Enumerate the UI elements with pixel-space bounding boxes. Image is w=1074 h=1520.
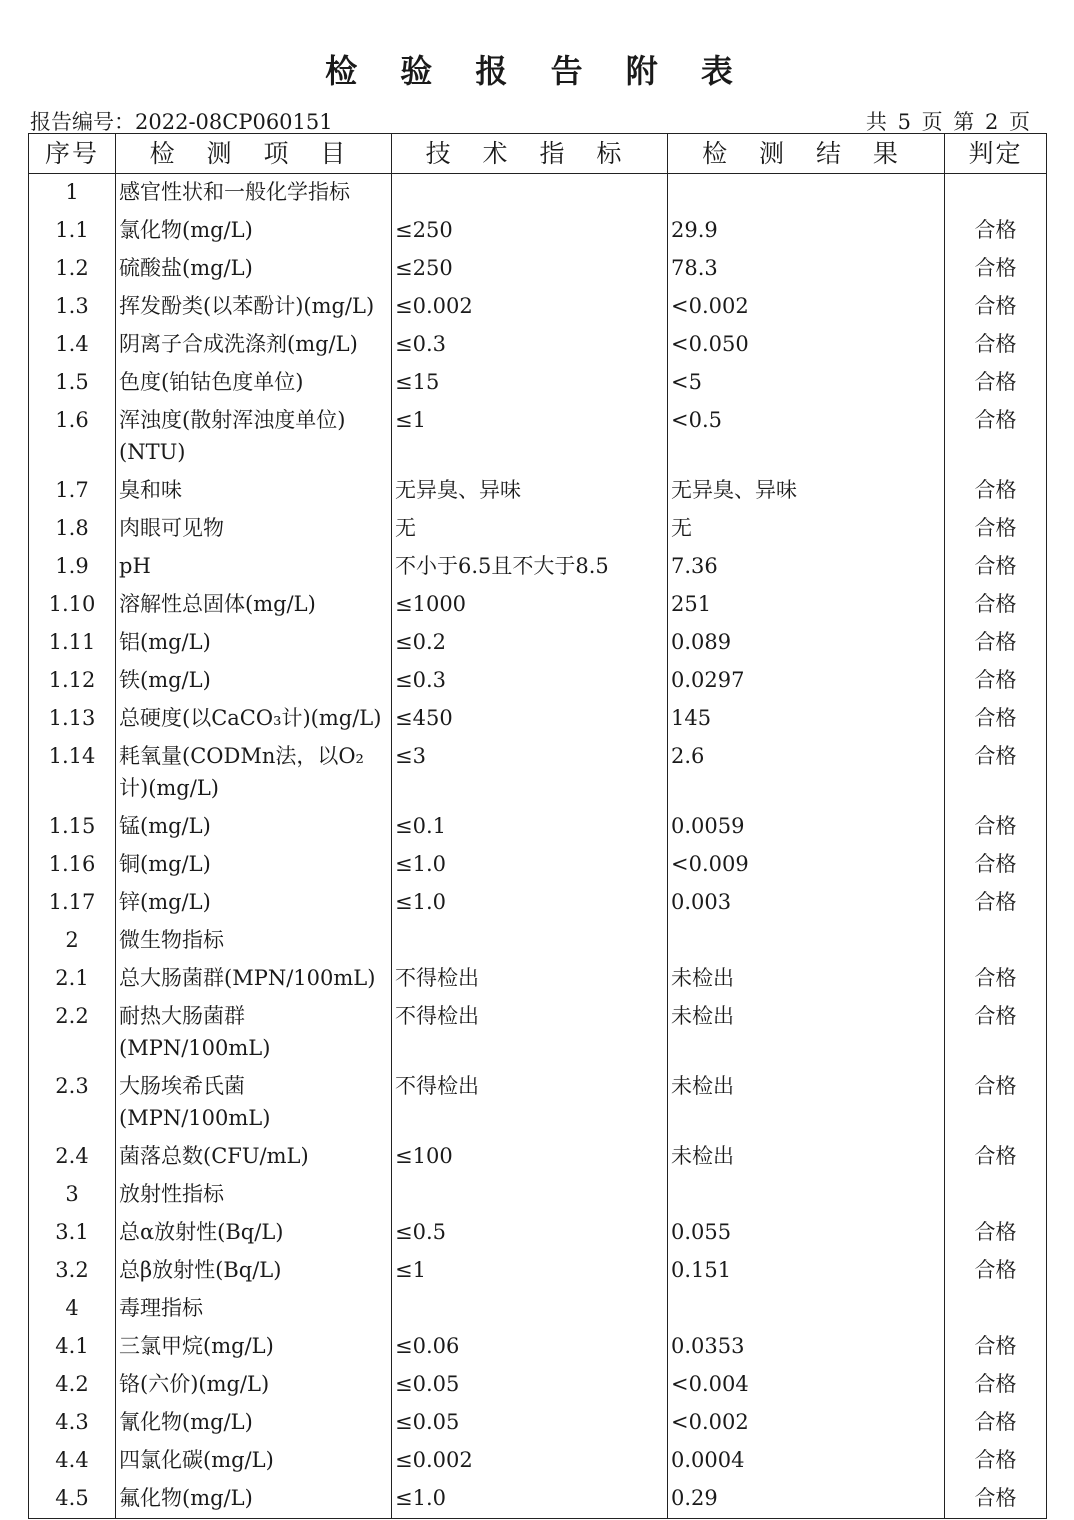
table-row [29, 662, 1047, 700]
item-cell: 总α放射性(Bq/L) [116, 1214, 392, 1252]
item-cell: 四氯化碳(mg/L) [116, 1442, 392, 1480]
verdict-cell [945, 1290, 1047, 1328]
table-row [29, 1404, 1047, 1442]
spec-cell: ≤450 [392, 700, 668, 738]
verdict-cell: 合格 [945, 1138, 1047, 1176]
verdict-cell: 合格 [945, 846, 1047, 884]
result-cell: 无异臭、异味 [668, 472, 945, 510]
table-row [29, 808, 1047, 846]
verdict-cell: 合格 [945, 884, 1047, 922]
table-header-row [29, 134, 1047, 174]
serial-cell: 1.10 [29, 586, 116, 624]
result-cell [668, 174, 945, 213]
item-cell: 感官性状和一般化学指标 [116, 174, 392, 213]
spec-cell: ≤0.002 [392, 1442, 668, 1480]
result-cell: 251 [668, 586, 945, 624]
table-row [29, 364, 1047, 402]
verdict-cell: 合格 [945, 1214, 1047, 1252]
result-cell: <0.050 [668, 326, 945, 364]
spec-cell: ≤1.0 [392, 846, 668, 884]
verdict-cell [945, 1176, 1047, 1214]
table-row [29, 998, 1047, 1068]
page-info: 共 5 页 第 2 页 [865, 110, 1032, 134]
item-cell: 硫酸盐(mg/L) [116, 250, 392, 288]
verdict-cell: 合格 [945, 326, 1047, 364]
spec-cell: ≤0.3 [392, 326, 668, 364]
spec-cell: 无 [392, 510, 668, 548]
result-cell: 0.0004 [668, 1442, 945, 1480]
result-cell: 0.151 [668, 1252, 945, 1290]
item-cell: 锌(mg/L) [116, 884, 392, 922]
table-row [29, 472, 1047, 510]
item-cell: 挥发酚类(以苯酚计)(mg/L) [116, 288, 392, 326]
item-cell: 总大肠菌群(MPN/100mL) [116, 960, 392, 998]
serial-cell: 1.16 [29, 846, 116, 884]
verdict-cell: 合格 [945, 1366, 1047, 1404]
table-row [29, 586, 1047, 624]
spec-cell: ≤0.05 [392, 1366, 668, 1404]
verdict-cell [945, 174, 1047, 213]
spec-cell [392, 1176, 668, 1214]
table-row [29, 1176, 1047, 1214]
serial-cell: 2 [29, 922, 116, 960]
item-cell: 总β放射性(Bq/L) [116, 1252, 392, 1290]
result-cell: 0.29 [668, 1480, 945, 1519]
verdict-cell: 合格 [945, 510, 1047, 548]
result-cell: 7.36 [668, 548, 945, 586]
serial-cell: 2.2 [29, 998, 116, 1068]
serial-cell: 1.14 [29, 738, 116, 808]
serial-cell: 1.7 [29, 472, 116, 510]
spec-cell: ≤1.0 [392, 884, 668, 922]
result-cell: <0.002 [668, 288, 945, 326]
spec-cell: ≤0.002 [392, 288, 668, 326]
spec-cell: 不小于6.5且不大于8.5 [392, 548, 668, 586]
table-row [29, 846, 1047, 884]
header-item: 检 测 项 目 [116, 134, 392, 174]
spec-cell: ≤1.0 [392, 1480, 668, 1519]
verdict-cell: 合格 [945, 250, 1047, 288]
spec-cell: ≤0.3 [392, 662, 668, 700]
header-verdict: 判定 [945, 134, 1047, 174]
table-row [29, 1328, 1047, 1366]
spec-cell: ≤1 [392, 402, 668, 472]
spec-cell: ≤0.2 [392, 624, 668, 662]
table-row [29, 1252, 1047, 1290]
serial-cell: 1.13 [29, 700, 116, 738]
item-cell: 微生物指标 [116, 922, 392, 960]
table-row [29, 402, 1047, 472]
table-row [29, 1138, 1047, 1176]
item-cell: 阴离子合成洗涤剂(mg/L) [116, 326, 392, 364]
spec-cell: 不得检出 [392, 1068, 668, 1138]
result-cell [668, 922, 945, 960]
verdict-cell: 合格 [945, 1068, 1047, 1138]
table-row [29, 548, 1047, 586]
item-cell: 浑浊度(散射浑浊度单位)(NTU) [116, 402, 392, 472]
spec-cell: ≤0.1 [392, 808, 668, 846]
verdict-cell: 合格 [945, 998, 1047, 1068]
table-row [29, 288, 1047, 326]
item-cell: 大肠埃希氏菌(MPN/100mL) [116, 1068, 392, 1138]
result-cell: 0.0059 [668, 808, 945, 846]
item-cell: 铬(六价)(mg/L) [116, 1366, 392, 1404]
serial-cell: 4 [29, 1290, 116, 1328]
table-row [29, 922, 1047, 960]
spec-cell: ≤250 [392, 212, 668, 250]
serial-cell: 1.5 [29, 364, 116, 402]
serial-cell: 4.2 [29, 1366, 116, 1404]
serial-cell: 1.8 [29, 510, 116, 548]
table-row [29, 1366, 1047, 1404]
serial-cell: 4.3 [29, 1404, 116, 1442]
result-cell [668, 1290, 945, 1328]
serial-cell: 1.4 [29, 326, 116, 364]
item-cell: 放射性指标 [116, 1176, 392, 1214]
result-cell: 0.003 [668, 884, 945, 922]
result-cell: 未检出 [668, 1138, 945, 1176]
verdict-cell [945, 922, 1047, 960]
item-cell: 三氯甲烷(mg/L) [116, 1328, 392, 1366]
verdict-cell: 合格 [945, 700, 1047, 738]
table-row [29, 1214, 1047, 1252]
table-body [29, 174, 1047, 1519]
serial-cell: 1.2 [29, 250, 116, 288]
serial-cell: 1.11 [29, 624, 116, 662]
item-cell: 溶解性总固体(mg/L) [116, 586, 392, 624]
result-cell [668, 1176, 945, 1214]
table-row [29, 884, 1047, 922]
result-cell: 未检出 [668, 998, 945, 1068]
serial-cell: 4.4 [29, 1442, 116, 1480]
spec-cell: ≤0.06 [392, 1328, 668, 1366]
result-cell: 0.089 [668, 624, 945, 662]
verdict-cell: 合格 [945, 1328, 1047, 1366]
table-row [29, 1290, 1047, 1328]
verdict-cell: 合格 [945, 1480, 1047, 1519]
verdict-cell: 合格 [945, 402, 1047, 472]
serial-cell: 3.2 [29, 1252, 116, 1290]
result-cell: <0.5 [668, 402, 945, 472]
verdict-cell: 合格 [945, 1404, 1047, 1442]
serial-cell: 4.5 [29, 1480, 116, 1519]
table-row [29, 326, 1047, 364]
spec-cell [392, 174, 668, 213]
serial-cell: 1.6 [29, 402, 116, 472]
verdict-cell: 合格 [945, 738, 1047, 808]
spec-cell: ≤15 [392, 364, 668, 402]
table-row [29, 212, 1047, 250]
verdict-cell: 合格 [945, 472, 1047, 510]
spec-cell: 不得检出 [392, 960, 668, 998]
item-cell: 肉眼可见物 [116, 510, 392, 548]
report-number: 报告编号：2022-08CP060151 [30, 110, 333, 134]
item-cell: 耗氧量(CODMn法，以O₂计)(mg/L) [116, 738, 392, 808]
item-cell: pH [116, 548, 392, 586]
verdict-cell: 合格 [945, 808, 1047, 846]
serial-cell: 2.3 [29, 1068, 116, 1138]
serial-cell: 1.9 [29, 548, 116, 586]
serial-cell: 3.1 [29, 1214, 116, 1252]
result-cell: 0.055 [668, 1214, 945, 1252]
table-row [29, 510, 1047, 548]
serial-cell: 2.1 [29, 960, 116, 998]
table-row [29, 174, 1047, 213]
spec-cell: ≤1 [392, 1252, 668, 1290]
table-row [29, 960, 1047, 998]
item-cell: 铝(mg/L) [116, 624, 392, 662]
results-table [28, 133, 1047, 1519]
result-cell: <5 [668, 364, 945, 402]
table-row [29, 1068, 1047, 1138]
item-cell: 铜(mg/L) [116, 846, 392, 884]
serial-cell: 4.1 [29, 1328, 116, 1366]
item-cell: 氰化物(mg/L) [116, 1404, 392, 1442]
result-cell: <0.009 [668, 846, 945, 884]
verdict-cell: 合格 [945, 364, 1047, 402]
table-row [29, 700, 1047, 738]
spec-cell: ≤0.05 [392, 1404, 668, 1442]
verdict-cell: 合格 [945, 1442, 1047, 1480]
result-cell: 无 [668, 510, 945, 548]
result-cell: <0.002 [668, 1404, 945, 1442]
item-cell: 臭和味 [116, 472, 392, 510]
item-cell: 氯化物(mg/L) [116, 212, 392, 250]
result-cell: 2.6 [668, 738, 945, 808]
result-cell: <0.004 [668, 1366, 945, 1404]
serial-cell: 1.15 [29, 808, 116, 846]
item-cell: 毒理指标 [116, 1290, 392, 1328]
header-serial: 序号 [29, 134, 116, 174]
result-cell: 78.3 [668, 250, 945, 288]
verdict-cell: 合格 [945, 960, 1047, 998]
item-cell: 锰(mg/L) [116, 808, 392, 846]
spec-cell: ≤0.5 [392, 1214, 668, 1252]
item-cell: 耐热大肠菌群(MPN/100mL) [116, 998, 392, 1068]
item-cell: 氟化物(mg/L) [116, 1480, 392, 1519]
result-cell: 0.0353 [668, 1328, 945, 1366]
table-row [29, 624, 1047, 662]
table-row [29, 738, 1047, 808]
table-row [29, 250, 1047, 288]
report-title: 检 验 报 告 附 表 [325, 52, 749, 90]
serial-cell: 1 [29, 174, 116, 213]
item-cell: 总硬度(以CaCO₃计)(mg/L) [116, 700, 392, 738]
result-cell: 未检出 [668, 1068, 945, 1138]
verdict-cell: 合格 [945, 1252, 1047, 1290]
item-cell: 铁(mg/L) [116, 662, 392, 700]
spec-cell: 不得检出 [392, 998, 668, 1068]
item-cell: 色度(铂钴色度单位) [116, 364, 392, 402]
serial-cell: 1.3 [29, 288, 116, 326]
header-spec: 技 术 指 标 [392, 134, 668, 174]
result-cell: 29.9 [668, 212, 945, 250]
item-cell: 菌落总数(CFU/mL) [116, 1138, 392, 1176]
verdict-cell: 合格 [945, 212, 1047, 250]
spec-cell: ≤1000 [392, 586, 668, 624]
serial-cell: 1.17 [29, 884, 116, 922]
table-row [29, 1480, 1047, 1519]
verdict-cell: 合格 [945, 624, 1047, 662]
header-result: 检 测 结 果 [668, 134, 945, 174]
serial-cell: 1.1 [29, 212, 116, 250]
verdict-cell: 合格 [945, 662, 1047, 700]
result-cell: 145 [668, 700, 945, 738]
spec-cell: ≤100 [392, 1138, 668, 1176]
serial-cell: 2.4 [29, 1138, 116, 1176]
verdict-cell: 合格 [945, 586, 1047, 624]
serial-cell: 1.12 [29, 662, 116, 700]
result-cell: 0.0297 [668, 662, 945, 700]
spec-cell: 无异臭、异味 [392, 472, 668, 510]
spec-cell [392, 1290, 668, 1328]
serial-cell: 3 [29, 1176, 116, 1214]
spec-cell: ≤3 [392, 738, 668, 808]
result-cell: 未检出 [668, 960, 945, 998]
verdict-cell: 合格 [945, 288, 1047, 326]
spec-cell: ≤250 [392, 250, 668, 288]
table-row [29, 1442, 1047, 1480]
spec-cell [392, 922, 668, 960]
verdict-cell: 合格 [945, 548, 1047, 586]
